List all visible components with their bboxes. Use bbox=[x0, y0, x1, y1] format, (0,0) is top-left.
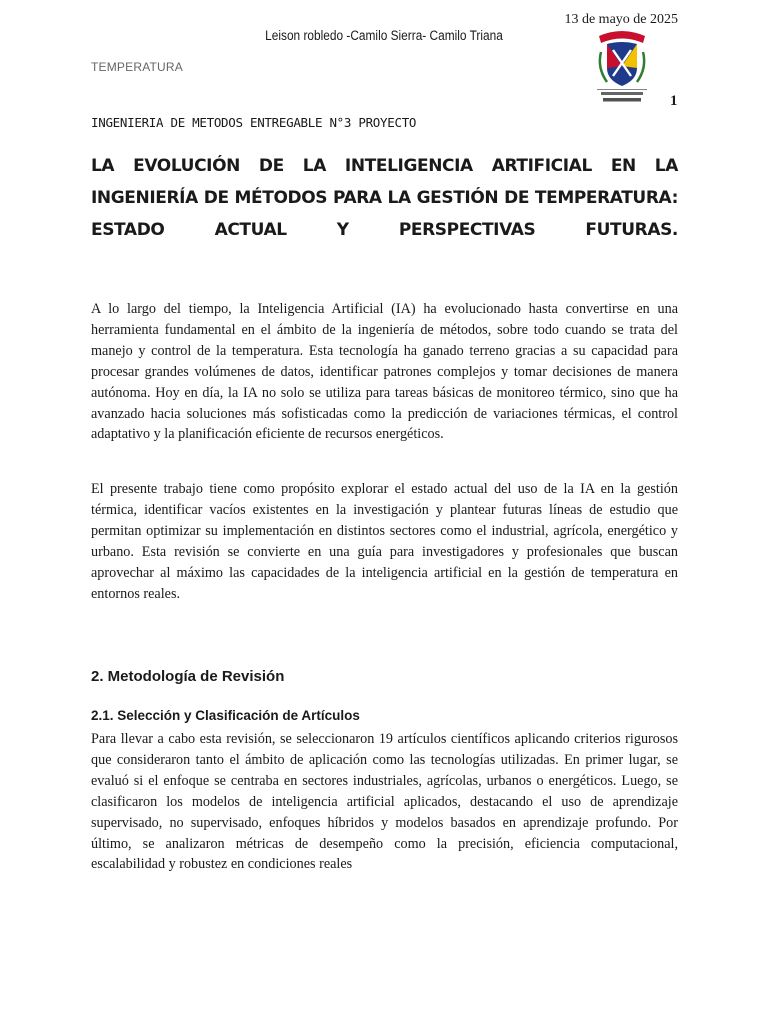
logo-laurel-left bbox=[600, 52, 607, 82]
subsection-paragraph: Para llevar a cabo esta revisión, se seleccionaron 19 artículos científicos aplicando criterios rigurosos que consideraron tanto el ámbito de aplicación como las tecnologías utilizadas. En primer lugar, se evaluó si el enfoque se centraba en sectores industriales, agrícolas, urbanos o energéticos. Luego, se clasificaron los modelos de inteligencia artificial aplicados, destacando el uso de aprendizaje supervisado, no supervisado, enfoques híbridos y modelos basados en aprendizaje profundo. Por último, se analizaron métricas de desempeño como la precisión, eficiencia computacional, escalabilidad y robustez en condiciones reales bbox=[91, 731, 678, 873]
header-authors: Leison robledo -Camilo Sierra- Camilo Triana bbox=[265, 28, 503, 43]
header-date: 13 de mayo de 2025 bbox=[564, 12, 678, 27]
university-logo bbox=[593, 28, 651, 104]
logo-text-line-1 bbox=[601, 92, 643, 95]
logo-laurel-right bbox=[637, 52, 644, 82]
subsection-heading: 2.1. Selección y Clasificación de Artículos bbox=[91, 708, 360, 723]
document-title: LA EVOLUCIÓN DE LA INTELIGENCIA ARTIFICIAL EN LA INGENIERÍA DE MÉTODOS PARA LA GESTIÓN DE TEMPERATURA: ESTADO ACTUAL Y PERSPECTIVAS FUTURAS. bbox=[91, 156, 678, 240]
section-heading: 2. Metodología de Revisión bbox=[91, 668, 285, 685]
logo-banner bbox=[599, 31, 645, 43]
running-title: TEMPERATURA bbox=[91, 60, 183, 74]
page-number: 1 bbox=[670, 93, 678, 109]
intro-paragraph-2: El presente trabajo tiene como propósito explorar el estado actual del uso de la IA en la gestión térmica, identificar vacíos existentes en la investigación y plantear futuras líneas de estudio que permitan optimizar su implementación en distintos sectores como el industrial, agrícola, energético y urbano. Esta revisión se convierte en una guía para investigadores y profesionales que buscan aprovechar al máximo las capacidades de la inteligencia artificial en la gestión de temperatura en entornos reales. bbox=[91, 481, 678, 602]
intro-paragraph-1: A lo largo del tiempo, la Inteligencia Artificial (IA) ha evolucionado hasta convertirse en una herramienta fundamental en el ámbito de la ingeniería de métodos, sobre todo cuando se trata del manejo y control de la temperatura. Esta tecnología ha ganado terreno gracias a su capacidad para procesar grandes volúmenes de datos, identificar patrones complejos y tomar decisiones de manera autónoma. Hoy en día, la IA no solo se utiliza para tareas básicas de monitoreo térmico, sino que ha avanzado hacia soluciones más sofisticadas como la predicción de variaciones térmicas, el control adaptativo y la planificación eficiente de recursos energéticos. bbox=[91, 301, 678, 443]
logo-text-line-2 bbox=[603, 98, 641, 102]
document-subtitle: INGENIERIA DE METODOS ENTREGABLE N°3 PROYECTO bbox=[91, 115, 417, 130]
